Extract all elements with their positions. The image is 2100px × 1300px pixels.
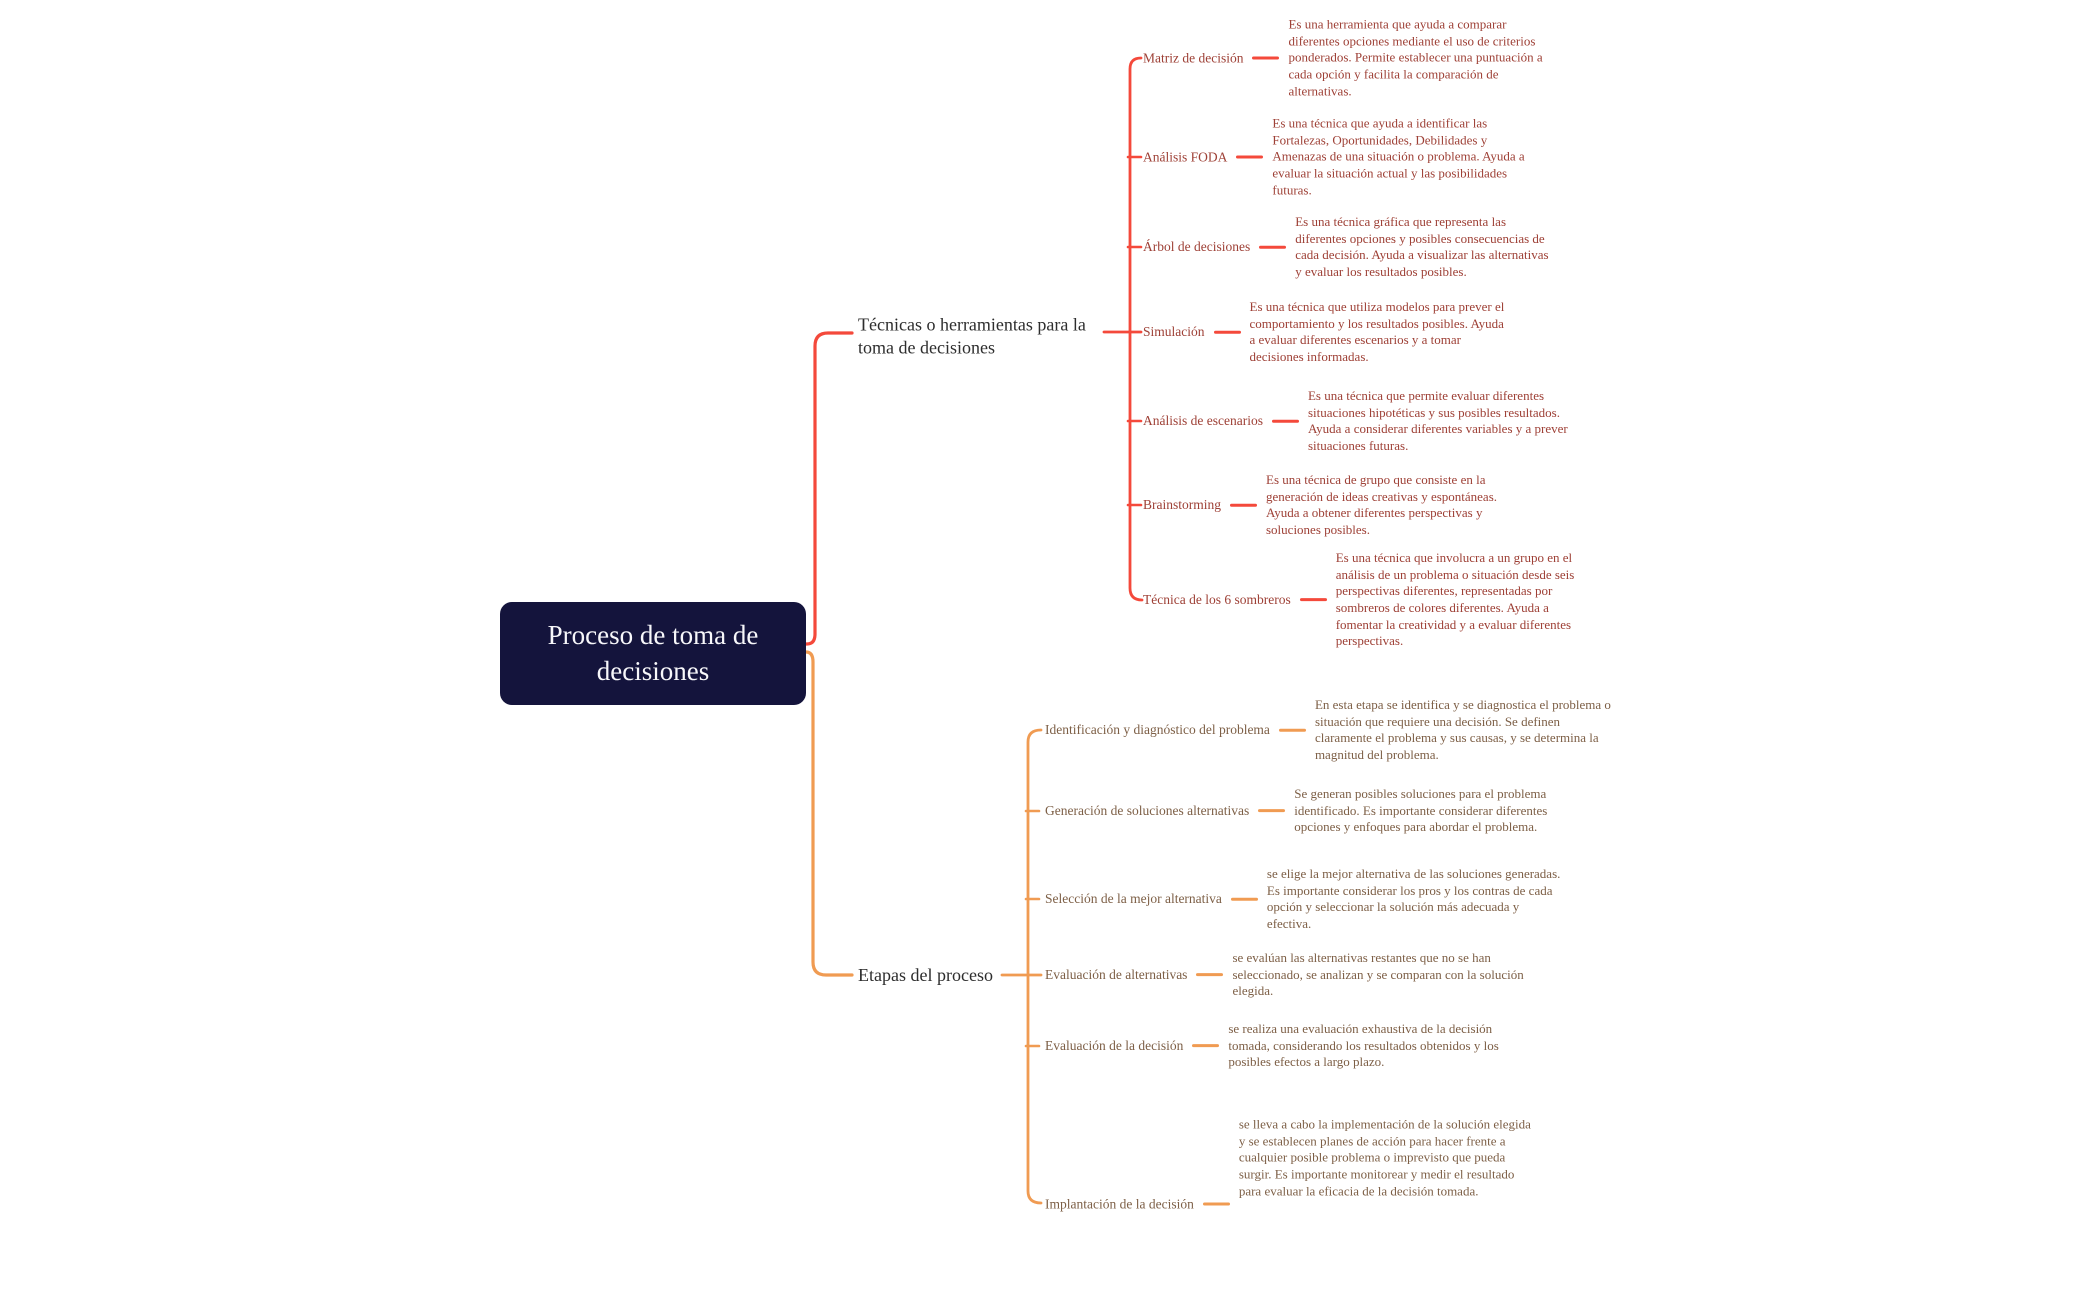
connector-root-to-branch2 — [804, 652, 852, 975]
topic-row — [1045, 786, 1590, 836]
topic-connector-dash — [1252, 57, 1279, 60]
topic-connector-dash — [1230, 504, 1257, 507]
branch-node-tecnicas[interactable]: Técnicas o herramientas para la toma de decisiones — [858, 314, 1086, 357]
root-node[interactable] — [500, 602, 806, 705]
topic-row — [1143, 550, 1598, 650]
topic-description[interactable]: se realiza una evaluación exhaustiva de la decisión tomada, considerando los resultados obtenidos y los posibles efectos a largo plazo. — [1228, 1021, 1499, 1070]
topic-description[interactable]: Se generan posibles soluciones para el problema identificado. Es importante considerar diferentes opciones y enfoques para abordar el problema. — [1294, 786, 1548, 835]
topic-row — [1143, 115, 1534, 198]
topic-description[interactable]: Es una técnica que ayuda a identificar las Fortalezas, Oportunidades, Debilidades y Amenazas de una situación o problema. Ayuda a evaluar la situación actual y las posibilidades futuras. — [1272, 115, 1525, 197]
topic-description[interactable]: Es una técnica que involucra a un grupo en el análisis de un problema o situación desde seis perspectivas diferentes, representadas por sombreros de colores diferentes. Ayuda a fomentar la creatividad y a evaluar diferentes perspectivas. — [1335, 550, 1575, 649]
topic-row — [1045, 1021, 1524, 1071]
topic-connector-dash — [1231, 898, 1258, 901]
topic-row — [1143, 388, 1570, 455]
topic-label[interactable]: Árbol de decisiones — [1143, 239, 1251, 254]
topic-description[interactable]: se elige la mejor alternativa de las soluciones generadas. Es importante considerar los pros y los contras de cada opción y seleccionar la solución más adecuada y efectiva. — [1266, 865, 1561, 931]
connector-branch2-trunk — [1028, 730, 1041, 1203]
topic-description[interactable]: se lleva a cabo la implementación de la solución elegida y se establecen planes de acción para hacer frente a cualquier posible problema o imprevisto que pueda surgir. Es importante monitorear y medir el resultado para evaluar la eficacia de la decisión tomada. — [1238, 1116, 1531, 1198]
topic-row — [1143, 472, 1528, 539]
topic-label[interactable]: Matriz de decisión — [1143, 50, 1244, 65]
connector-root-to-branch1 — [804, 333, 852, 644]
topic-connector-dash — [1214, 331, 1241, 334]
topic-connector-dash — [1258, 810, 1285, 813]
topic-label[interactable]: Evaluación de alternativas — [1045, 967, 1188, 982]
topic-label[interactable]: Análisis de escenarios — [1143, 413, 1263, 428]
topic-row — [1045, 1116, 1535, 1211]
topic-row — [1045, 866, 1563, 933]
topic-row — [1143, 16, 1550, 99]
topic-connector-dash — [1196, 974, 1223, 977]
connector-branch1-trunk — [1130, 58, 1142, 600]
topic-label[interactable]: Selección de la mejor alternativa — [1045, 891, 1222, 906]
topic-connector-dash — [1236, 156, 1263, 159]
topic-row — [1143, 214, 1557, 281]
topic-connector-dash — [1259, 246, 1286, 249]
topic-description[interactable]: Es una herramienta que ayuda a comparar diferentes opciones mediante el uso de criterios ponderados. Permite establecer una puntuación a cada opción y facilita la comparación de alternativas. — [1288, 16, 1543, 98]
topic-connector-dash — [1279, 729, 1306, 732]
topic-label[interactable]: Simulación — [1143, 324, 1205, 339]
topic-description[interactable]: En esta etapa se identifica y se diagnostica el problema o situación que requiere una decisión. Se definen claramente el problema y sus causas, y se determina la magnitud del problema. — [1314, 696, 1611, 762]
topic-label[interactable]: Implantación de la decisión — [1045, 1196, 1194, 1211]
topic-description[interactable]: Es una técnica que permite evaluar diferentes situaciones hipotéticas y sus posibles resultados. Ayuda a considerar diferentes variables y a prever situaciones futuras. — [1307, 387, 1568, 453]
topic-description[interactable]: se evalúan las alternativas restantes que no se han seleccionado, se analizan y se comparan con la solución elegida. — [1232, 950, 1524, 999]
topic-connector-dash — [1300, 599, 1327, 602]
root-node-title: Proceso de toma de decisiones — [547, 619, 759, 686]
topic-connector-dash — [1192, 1045, 1219, 1048]
topic-label[interactable]: Evaluación de la decisión — [1045, 1038, 1184, 1053]
topic-connector-dash — [1203, 1203, 1230, 1206]
topic-label[interactable]: Técnica de los 6 sombreros — [1143, 592, 1291, 607]
topic-label[interactable]: Análisis FODA — [1143, 149, 1228, 164]
branch-node-etapas[interactable]: Etapas del proceso — [858, 964, 993, 985]
topic-row — [1143, 299, 1512, 366]
topic-label[interactable]: Generación de soluciones alternativas — [1045, 803, 1250, 818]
topic-label[interactable]: Identificación y diagnóstico del problema — [1045, 722, 1270, 737]
topic-description[interactable]: Es una técnica de grupo que consiste en la generación de ideas creativas y espontáneas. Ayuda a obtener diferentes perspectivas y soluciones posibles. — [1266, 471, 1498, 537]
topic-label[interactable]: Brainstorming — [1143, 497, 1221, 512]
topic-connector-dash — [1272, 420, 1299, 423]
topic-description[interactable]: Es una técnica que utiliza modelos para prever el comportamiento y los resultados posibles. Ayuda a evaluar diferentes escenarios y a tomar decisiones informadas. — [1249, 298, 1505, 364]
topic-row — [1045, 697, 1611, 764]
topic-row — [1045, 950, 1528, 1000]
topic-description[interactable]: Es una técnica gráfica que representa las diferentes opciones y posibles consecuencias de cada decisión. Ayuda a visualizar las alternativas y evaluar los resultados posibles. — [1295, 213, 1549, 279]
